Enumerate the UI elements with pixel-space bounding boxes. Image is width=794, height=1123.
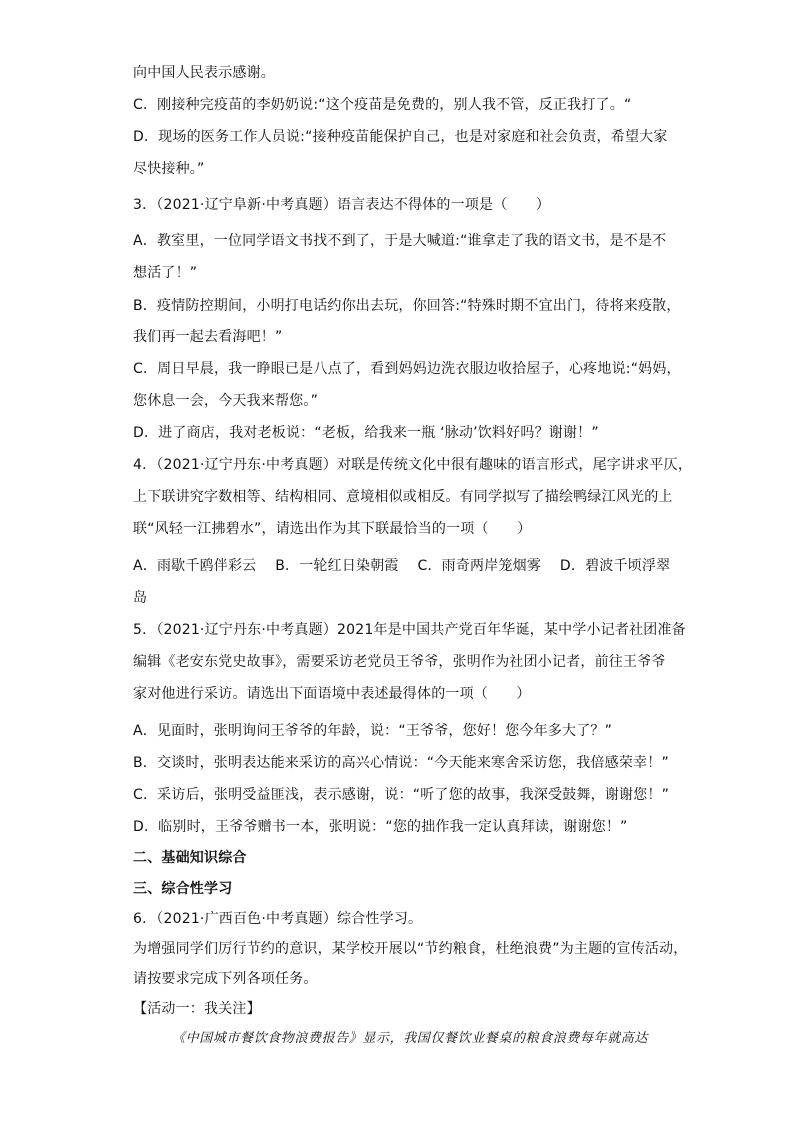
activity-heading: 【活动一：我关注】 bbox=[133, 1001, 261, 1017]
text-line: 为增强同学们厉行节约的意识，某学校开展以“节约粮食，杜绝浪费”为主题的宣传活动， bbox=[133, 941, 688, 957]
question-5-option-a: A．见面时，张明询问王爷爷的年龄，说：“王爷爷，您好！您今年多大了？” bbox=[133, 723, 613, 739]
text-line: 向中国人民表示感谢。 bbox=[133, 65, 275, 81]
text-line: 编辑《老安东党史故事》，需要采访老党员王爷爷，张明作为社团小记者，前往王爷爷 bbox=[133, 654, 666, 670]
question-3-option-d: D．进了商店，我对老板说：“老板，给我来一瓶 ‘脉动’饮料好吗？谢谢！” bbox=[133, 425, 599, 441]
question-3-option-b: B．疫情防控期间，小明打电话约你出去玩，你回答:“特殊时期不宜出门，待将来疫散， bbox=[133, 298, 681, 314]
question-3-option-a: A．教室里，一位同学语文书找不到了，于是大喊道:“谁拿走了我的语文书，是不是不 bbox=[133, 233, 667, 249]
text-line: 上下联讲究字数相等、结构相同、意境相似或相反。有同学拟写了描绘鸭绿江风光的上 bbox=[133, 489, 673, 505]
text-line: 岛 bbox=[133, 590, 148, 606]
question-3-option-c: C．周日早晨，我一睁眼已是八点了，看到妈妈边洗衣服边收拾屋子，心疼地说:“妈妈， bbox=[133, 361, 681, 377]
section-heading: 三、综合性学习 bbox=[133, 881, 233, 897]
question-5-stem: 5．（2021·辽宁丹东·中考真题）2021年是中国共产党百年华诞，某中学小记者社团准备 bbox=[133, 622, 686, 638]
question-3-stem: 3．（2021·辽宁阜新·中考真题）语言表达不得体的一项是（ ） bbox=[133, 197, 551, 213]
text-line: 想活了！” bbox=[133, 265, 198, 281]
question-6-stem: 6．（2021·广西百色·中考真题）综合性学习。 bbox=[133, 911, 423, 927]
question-5-option-d: D．临别时，王爷爷赠书一本，张明说：“您的拙作我一定认真拜读，谢谢您！” bbox=[133, 819, 628, 835]
question-4-stem: 4．（2021·辽宁丹东·中考真题）对联是传统文化中很有趣味的语言形式，尾字讲求平仄， bbox=[133, 457, 693, 473]
question-4-options: A．雨歇千鸥伴彩云 B．一轮红日染朝霞 C．雨奇两岸笼烟雾 D．碧波千顷浮翠 bbox=[133, 558, 671, 574]
text-line: 尽快接种。” bbox=[133, 161, 205, 177]
option-c: C．刚接种完疫苗的李奶奶说:“这个疫苗是免费的，别人我不管，反正我打了。“ bbox=[133, 97, 632, 113]
question-5-option-c: C．采访后，张明受益匪浅，表示感谢，说：“听了您的故事，我深受鼓舞，谢谢您！” bbox=[133, 787, 670, 803]
text-line: 家对他进行采访。请选出下面语境中表述最得体的一项（ ） bbox=[133, 686, 531, 702]
question-5-option-b: B．交谈时，张明表达能来采访的高兴心情说：“今天能来寒舍采访您，我倍感荣幸！” bbox=[133, 755, 669, 771]
section-heading: 二、基础知识综合 bbox=[133, 850, 247, 866]
text-line: 您休息一会，今天我来帮您。” bbox=[133, 393, 319, 409]
option-d: D．现场的医务工作人员说:“接种疫苗能保护自己，也是对家庭和社会负责，希望大家 bbox=[133, 129, 668, 145]
quoted-passage: 《中国城市餐饮食物浪费报告》显示，我国仅餐饮业餐桌的粮食浪费每年就高达 bbox=[172, 1031, 649, 1046]
text-line: 联“风轻一江拂碧水”，请选出作为其下联最恰当的一项（ ） bbox=[133, 521, 532, 537]
text-line: 我们再一起去看海吧！” bbox=[133, 329, 283, 345]
text-line: 请按要求完成下列各项任务。 bbox=[133, 971, 318, 987]
